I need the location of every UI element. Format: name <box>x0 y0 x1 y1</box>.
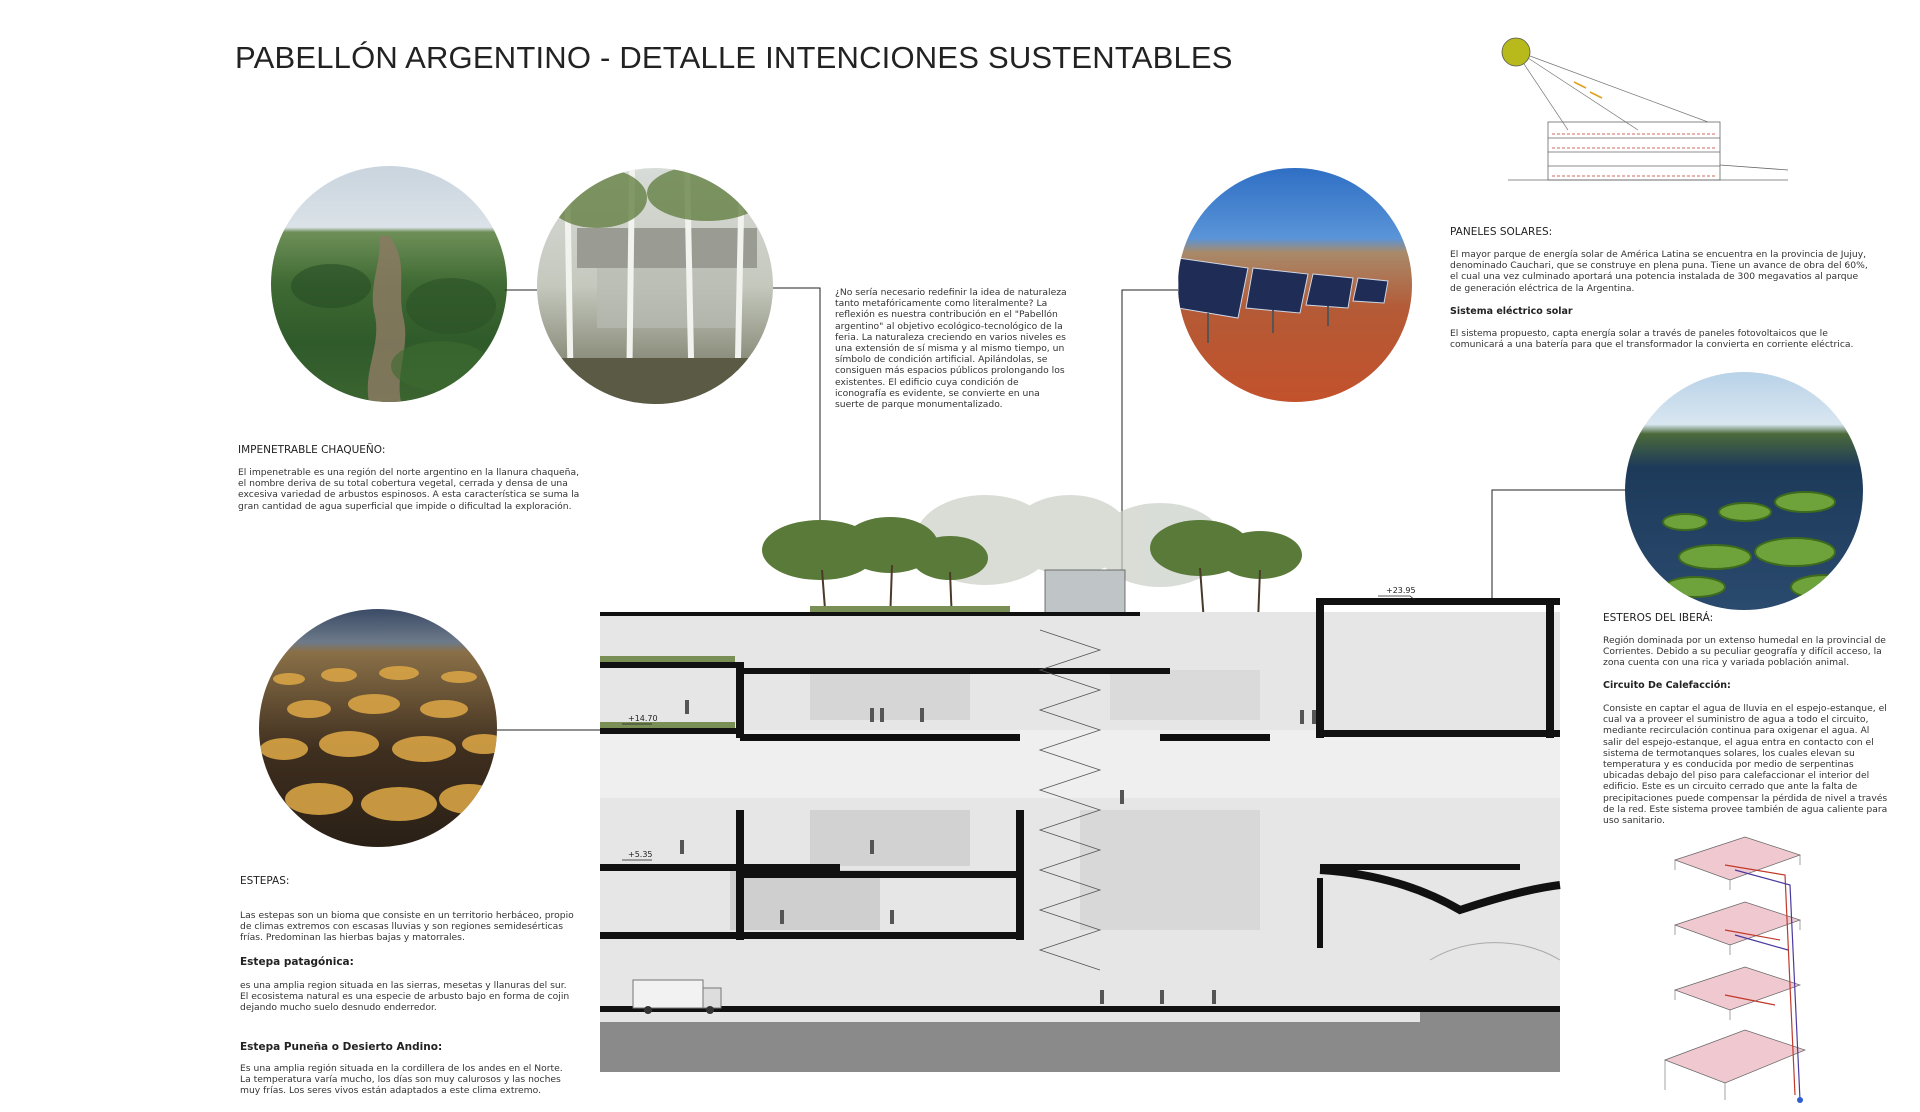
chaqueno-heading: IMPENETRABLE CHAQUEÑO: <box>238 444 386 456</box>
chaqueno-text: El impenetrable es una región del norte argentino en la llanura chaqueña, el nombre deriva de su total cobertura vegetal, cerrada y densa de una excesiva variedad de arbustos espinosos. A esta característica se suma la gran cantidad de agua superficial que impide o dificultad la exploración. <box>238 467 580 512</box>
sistema-electrico-heading: Sistema eléctrico solar <box>1450 306 1573 317</box>
steppe-photo <box>259 609 497 847</box>
solar-panels-photo <box>1178 168 1412 402</box>
estepa-patagonica-heading: Estepa patagónica: <box>240 956 354 968</box>
solar-path-diagram <box>1488 30 1808 205</box>
level-23-95-label: +23.95 <box>1386 586 1416 595</box>
birch-building-photo <box>537 168 773 404</box>
paneles-text: El mayor parque de energía solar de América Latina se encuentra en la provincia de Jujuy, denominado Cauchari, que se construye en plena puna. Tiene un avance de obra del 60%, el cual una vez culminado aportará una potencia instalada de 300 megavatios al parque de generación eléctrica de la Argentina. <box>1450 249 1868 294</box>
estepa-punena-heading: Estepa Puneña o Desierto Andino: <box>240 1041 443 1053</box>
sun-icon <box>1502 38 1530 66</box>
ibera-text: Región dominada por un extenso humedal en la provincial de Corrientes. Debido a su peculiar geografía y difícil acceso, la zona cuenta con una rica y variada población animal. <box>1603 635 1886 669</box>
estepa-patagonica-text: es una amplia region situada en las sierras, mesetas y llanuras del sur. El ecosistema natural es una especie de arbusto bajo en forma de cojin dejando mucho suelo desnudo enderredor. <box>240 980 570 1014</box>
page-title: PABELLÓN ARGENTINO - DETALLE INTENCIONES SUSTENTABLES <box>235 40 1233 75</box>
circuito-text: Consiste en captar el agua de lluvia en el espejo-estanque, el cual va a proveer el suministro de agua a todo el circuito, mediante recirculación continua para oxigenar el agua. Al salir del espejo-estanque, el agua entra en contacto con el sistema de termotanques solares, los cuales elevan su temperatura y es conducida por medio de serpentinas ubicadas debajo del piso para calefaccionar el interior del edificio. Este es un circuito cerrado que ante la falta de precipitaciones puede compensar la pérdida de nivel a través de la red. Este sistema provee también de agua caliente para uso sanitario. <box>1603 703 1888 827</box>
heating-circuit-diagram <box>1655 825 1830 1105</box>
estepas-heading: ESTEPAS: <box>240 875 290 887</box>
forest-river-photo <box>271 166 507 402</box>
circuito-heading: Circuito De Calefacción: <box>1603 680 1731 691</box>
roof-trees <box>762 495 1302 622</box>
estepas-text: Las estepas son un bioma que consiste en un territorio herbáceo, propio de climas extremos con escasas lluvias y son regiones semidesérticas frías. Predominan las hierbas bajas y matorrales. <box>240 910 574 944</box>
ibera-heading: ESTEROS DEL IBERÁ: <box>1603 612 1714 624</box>
wetland-photo <box>1625 372 1863 610</box>
estepa-punena-text: Es una amplia región situada en la cordillera de los andes en el Norte. La temperatura varía mucho, los días son muy calurosos y las noches muy frías. Los seres vivos están adaptados a este clima extremo. <box>240 1063 563 1097</box>
sistema-electrico-text: El sistema propuesto, capta energía solar a través de paneles fotovoltaicos que le comunicará a una batería para que el transformador la convierta en corriente eléctrica. <box>1450 328 1854 351</box>
level-5-35-label: +5.35 <box>628 850 653 859</box>
paneles-heading: PANELES SOLARES: <box>1450 226 1553 238</box>
level-14-70-label: +14.70 <box>628 714 658 723</box>
building-section <box>600 490 1570 1102</box>
center-intro-text: ¿No sería necesario redefinir la idea de naturaleza tanto metafóricamente como literalmente? La reflexión es nuestra contribución en el "Pabellón argentino" al objetivo ecológico-tecnológico de la feria. La naturaleza creciendo en varios niveles es una extensión de sí misma y al mismo tiempo, un símbolo de condición artificial. Apilándolas, se consiguen más espacios públicos prolongando los existentes. El edificio cuya condición de iconografía es evidente, se convierte en una suerte de parque monumentalizado. <box>835 287 1067 411</box>
